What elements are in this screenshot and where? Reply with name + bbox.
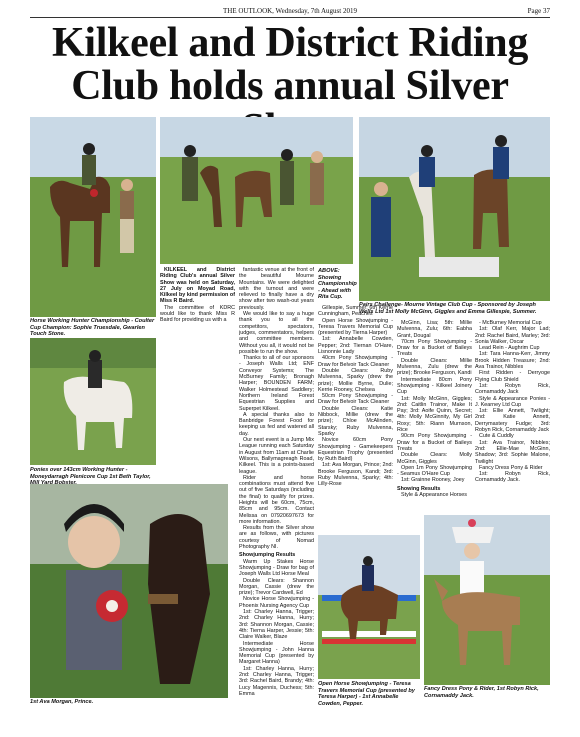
photo-champion-horse — [30, 117, 156, 317]
article-paragraph: Style & Appearance Ponies - J. Kearney Ltd Cup — [475, 395, 550, 408]
article-subheading: Showing Results — [397, 485, 441, 492]
article-paragraph: 1st: Charley Hanna, Hurry; 2nd: Charley Hanna, Trigger; 3rd: Rachel Baird, Brandy; 4th: Lucy Magennis, Duchess; 5th: Emma — [239, 665, 314, 697]
article-col-4 — [397, 320, 472, 513]
article-paragraph: 1st: Ellie Annett, Twilight; 2nd: Katie Annett, Derrymastery Fudge; 3rd: Robyn Rick, Cornamaddy Jack — [475, 408, 550, 434]
article-paragraph: A special thanks also to Banbridge Forest Food for keeping us fed and watered all day. — [239, 411, 314, 437]
article-lead: KILKEEL and District Riding Club's annual Silver Show was held on Saturday, 27 July on Moyad Road, Kilkeel by kind permission of Miss R Baird. — [160, 267, 235, 305]
article-paragraph: McGinn, Lisa; 5th: Millie Mulvenna, Zulu; 6th: Eabha Grant, Dougal — [397, 320, 472, 339]
article-paragraph: 1st: Molly McGinn, Giggles; 2nd: Caitlin Trainor, Make It Pay; 3rd: Aoife Quinn, Secret; 4th: Molly McGinnity, My Girl Roxy; 5th: Riann Murnson, Rice — [397, 395, 472, 434]
article-paragraph: 1st: Olaf Kerr, Major Lad; 2nd: Rachel Baird, Marley; 3rd: Sonia Walker, Oscar — [475, 326, 550, 345]
article-paragraph: 70cm Pony Showjumping - Draw for a Bucket of Baileys Treats — [397, 338, 472, 358]
article-paragraph: First Ridden - Derryoge Flying Club Shield — [475, 370, 550, 383]
photo-pairs-challenge — [359, 117, 550, 301]
article-paragraph: 1st: Charley Hanna, Trigger; 2nd: Charley Hanna, Hurry; 3rd: Shannon Morgan, Cassie; 4th: Tierna Harper, Jessie; 5th: Claire Walker, Blaze — [239, 609, 314, 641]
article-paragraph: Thanks to all of our sponsors - Joseph Walls Ltd; ENF Conveyor Systems; The McBurney Family; Bronagh Harper; BOUNDEN FARM; Walker Holmestead Saddlery; Northern Ireland Forest Equestrian Supplies and Superpet Kilkeel. — [239, 355, 314, 412]
caption-pairs: Pairs Challenge- Mourne Vintage Club Cup - Sponsored by Joseph Wells Ltd 1st Molly McGinn, Giggles and Emma Gillespie, Summer. — [359, 302, 537, 315]
article-paragraph: We would like to say a huge thank you to all the competitors, spectators, judges, commentators, helpers and committee members. Without you all, it would not be possible to run the show. — [239, 311, 314, 355]
article-paragraph: Double Clears: Ruby Mulvenna, Sparky (drew the prize); Mollie Byrne, Dulie; Kerrie Rooney, Chelsea — [318, 367, 393, 393]
article-paragraph: 1st: Robyn Rick, Cornamaddy Jack. — [475, 471, 550, 484]
headline: Kilkeel and District Riding Club holds annual Silver — [51, 20, 529, 109]
article-paragraph: Gillespie, Summer; 6th Kerrie Cunningham, Peaches — [318, 305, 393, 318]
article-paragraph: Style & Appearance Horses — [401, 492, 467, 499]
article-paragraph: 1st: Ava Morgan, Prince; 2nd: Brooke Ferguson, Kandi; 3rd: Ruby Mulvenna, Sparky; 4th: Lilly-Rose — [318, 462, 393, 488]
article-paragraph: 1st: Ava Trainor, Nibbles; 2nd: Ellie-Mae McGinn, Shadow; 3rd: Sophie Malone, Twilight — [475, 439, 550, 465]
article-paragraph: Cute & Cuddly — [479, 433, 514, 440]
article-paragraph: Double Clears: Molly McGinn, Giggles — [397, 452, 472, 465]
photo-girl-rosette — [30, 484, 228, 698]
article-paragraph: Warm Up Stakes Horse Showjumping - Draw for bag of Joseph Walls Ltd Horse Meal — [239, 558, 314, 578]
article-paragraph: Open 1m Pony Showjumping - Seamus O'Hare Cup — [397, 464, 472, 478]
article-paragraph: Rider and horse combinations must attend five out of five Saturdays (including the final) to qualify for prizes. Heights will be 60cm, 75cm, 85cm and 95cm. Contact Melissa on 07920697673 for more information. — [239, 474, 314, 525]
article-col-1 — [160, 267, 235, 331]
photo-fancy-dress — [424, 515, 550, 685]
article-paragraph: 40cm Pony Showjumping - Draw for Belvoir Tack Cleaner — [318, 355, 393, 368]
article-subheading: Showjumping Results — [239, 552, 296, 559]
caption-pony-hunter: Ponies over 143cm Working Hunter - Moneydarragh Plenicore Cup 1st Beth Taylor, — [30, 467, 151, 480]
article-paragraph: 1st: Robyn Rick, Cornamaddy Jack — [475, 382, 550, 396]
caption-showjumping: Open Horse Showjumping - Teresa Travers Memorial Cup (presented by Teresa Harper) - 1st Annabelle Cowden, Pepper. — [318, 681, 415, 707]
article-paragraph: Results from the Silver show are as follows, with pictures courtesy of Nomad Photography NI. — [239, 525, 314, 551]
article-paragraph: Intermediate 80cm Pony Showjumping - Kilkeel Joinery Cup — [397, 376, 472, 396]
photo-pony-hunter — [30, 338, 156, 465]
article-col-3 — [318, 305, 393, 533]
article-paragraph: fantastic venue at the front of the beautiful Mourne Mountains. We were delighted with the turnout and were relieved to finally have a dry show after two wash-out years previously. — [239, 267, 314, 311]
article-paragraph: Double Clears: Katie Nibbock, Millie (drew the prize); Chloe McAlinden, Starsky; Ruby Mulvenna, Sparky — [318, 405, 393, 437]
page-header — [30, 6, 550, 18]
article-paragraph: Fancy Dress Pony & Rider — [479, 464, 543, 471]
article-paragraph: 1st: Tara Hanna-Kerr, Jimmy Brook Hidden Treasure; 2nd: Ava Trainor, Nibbles — [475, 351, 550, 371]
article-paragraph: Novice 60cm Pony Showjumping - Gamekeepers Equestrian Trophy (presented by Ruth Baird) — [318, 437, 393, 463]
photo-two-riders — [160, 117, 353, 264]
caption-girl: 1st Ava Morgan, Prince. — [30, 699, 94, 705]
article-paragraph: Novice Horse Showjumping - Phoenix Nursing Agency Cup — [239, 596, 314, 609]
article-paragraph: Double Clears: Shannon Morgan, Cassie (drew the prize); Trevor Cardwell, Ed — [239, 577, 314, 597]
article-col-5 — [475, 320, 550, 513]
article-paragraph: 1st: Annabelle Cowden, Pepper; 2nd: Tiernan O'Hare, Lisnonnie Lady — [318, 336, 393, 356]
article-paragraph: The committee of KDRC would like to thank Miss R Baird for providing us with a — [160, 304, 235, 324]
article-col-2 — [239, 267, 314, 700]
article-paragraph: - McBurney Memorial Cup — [479, 320, 542, 326]
article-paragraph: Our next event is a Jump Mix League running each Saturday in August from 11am at Charlie Wilsons, Ballymagreagh Road, Kilkeel. This is a points-based league. — [239, 437, 314, 475]
article-paragraph: 90cm Pony Showjumping - Draw for a Bucket of Baileys Treats — [397, 433, 472, 452]
photo-showjumping — [318, 535, 420, 679]
article-paragraph: 50cm Pony Showjumping - Draw for Belvoir Tack Cleaner — [318, 393, 393, 406]
article-paragraph: Open Horse Showjumping - Teresa Travers Memorial Cup (presented by Tierna Harper) — [318, 317, 393, 337]
article-paragraph: Lead Rein - Aughrim Cup — [479, 345, 540, 352]
paper-title: THE OUTLOOK, Wednesday, 7th August 2019 — [223, 7, 357, 15]
page-number: Page 37 — [527, 7, 550, 15]
article-paragraph: Double Clears: Millie Mulvenna, Zulu (drew the prize); Brooke Ferguson, Kandi — [397, 357, 472, 377]
caption-champion: Horse Working Hunter Championship - Coulter Cup Champion: Sophie Truesdale, Gwarlen Touch Stone. — [30, 318, 155, 338]
article-paragraph: Intermediate Horse Showjumping - John Hanna Memorial Cup (presented by Margaret Hanna) — [239, 640, 314, 666]
caption-fancy-dress: Fancy Dress Pony & Rider, 1st Robyn Rick, Cornamaddy Jack. — [424, 686, 539, 699]
article-paragraph: 1st: Grainne Rooney, Joey — [401, 477, 465, 484]
caption-above: ABOVE: Showing Championship - Ahead with Rita Cup. — [318, 268, 357, 301]
